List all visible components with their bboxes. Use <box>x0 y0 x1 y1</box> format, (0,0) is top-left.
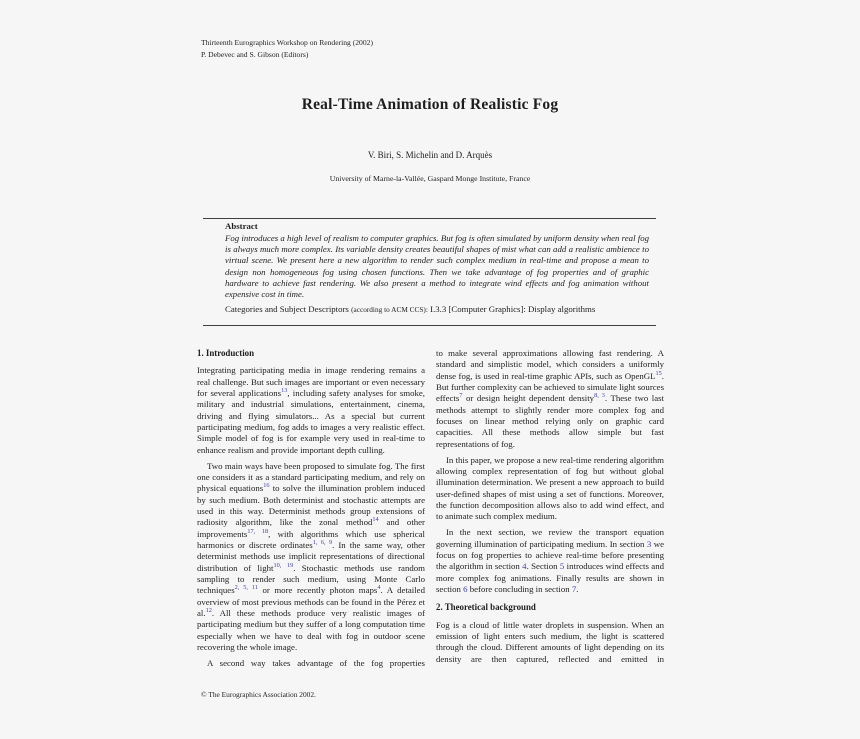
authors-line: V. Biri, S. Michelin and D. Arquès <box>367 150 493 160</box>
abstract-rule-bottom <box>203 325 656 326</box>
section-heading: 2. Theoretical background <box>436 602 536 613</box>
reference-link[interactable]: 7 <box>459 392 463 400</box>
reference-link[interactable]: 15 <box>655 369 662 377</box>
body-columns <box>197 348 664 674</box>
abstract-rule-top <box>203 218 656 219</box>
reference-link[interactable]: 13 <box>281 387 288 395</box>
reference-link[interactable]: 1, 6, 9 <box>312 539 333 547</box>
page-header <box>201 37 373 61</box>
abstract-text: Fog introduces a high level of realism to computer graphics. But fog is often simulated by uniform density when real fog is always much more complex. Its variable density creates beautiful shapes of mist what can add a realistic ambience to virtual scene. We present here a new algorithm to render such complex medium in real-time and propose a mean to design non homogeneous fog using chosen functions. Then we take advantage of fog properties and of graphic hardware to achieve fast rendering. We also present a method to integrate wind effects and fog animation without expensive cost in time. <box>225 233 649 300</box>
section-link[interactable]: 5 <box>559 561 565 572</box>
reference-link[interactable]: 17, 18 <box>247 527 269 535</box>
section-heading: 1. Introduction <box>197 348 255 358</box>
header-line-2: P. Debevec and S. Gibson (Editors) <box>201 50 309 59</box>
body-paragraph: Fog is a cloud of little water droplets in suspension. When an emission of light enters such medium, the light is scattered through the cloud. Different amounts of light depending on its density are then captured, reflected and emitted in <box>436 619 664 664</box>
header-line-1: Thirteenth Eurographics Workshop on Rendering (2002) <box>201 38 373 47</box>
section-link[interactable]: 7 <box>571 583 577 594</box>
abstract-label: Abstract <box>225 221 258 231</box>
column-left <box>197 348 425 674</box>
categories-label: Categories and Subject Descriptors <box>225 304 352 314</box>
section-link[interactable]: 3 <box>646 538 652 549</box>
reference-link[interactable]: 4 <box>377 584 381 592</box>
reference-link[interactable]: 8, 3 <box>594 392 605 400</box>
reference-link[interactable]: 2, 5, 11 <box>234 584 258 592</box>
body-paragraph: In this paper, we propose a new real-time rendering algorithm allowing complex representation of fog but without global illumination determination. We present a new approach to build user-defined shapes of mist using a set of functions. Moreover, the function decomposition allows also to add wind effect, and to animate such complex medium. <box>436 454 664 522</box>
abstract-block <box>225 221 649 300</box>
body-paragraph: In the next section, we review the transport equation governing illumination of participating medium. In section 3 we focus on fog properties to achieve real-time before presenting the algorithm in section 4. Section 5 introduces wind effects and more complex fog animations. Finally results are shown in section 6 before concluding in section 7. <box>436 527 664 594</box>
body-paragraph: A second way takes advantage of the fog properties <box>207 657 425 668</box>
categories-acm-note: (according to ACM CCS): <box>351 305 428 314</box>
body-paragraph: Two main ways have been proposed to simulate fog. The first one considers it as a standard participating medium, and rely on physical equations$^{16}$ to solve the illumination problem induced by such medium. Both determinist and stochastic attempts are used in this way. Determinist methods group extensions of radiosity algorithm, like the zonal method$^{14}$ and other improvements$^{17, 18}$, with algorithms which use spherical harmonics or discrete ordinates$^{1, 6, 9}$. In the same way, other determinist methods use implicit representations of directional distribution of light$^{10, 19}$. Stochastic methods use random sampling to render such medium, using Monte Carlo techniques$^{2, 5, 11}$ or more recently photon maps$^4$. A detailed overview of most previous methods can be found in the Pérez et al.$^{12}$. All these methods produce very realistic images of participating medium but they suffer of a long computation time especially when we have to deal with fog in outdoor scene recovering the whole image. <box>197 460 425 653</box>
reference-link[interactable]: 12 <box>205 607 212 615</box>
body-paragraph: to make several approximations allowing fast rendering. A standard and simplistic model, which considers a uniformly dense fog, is used in real-time graphic APIs, such as OpenGL$^{15}$. But further complexity can be achieved to simulate light sources effects$^7$ or design height dependent density$^{8, 3}$. These two last methods attempt to slightly render more complex fog and focuses on linear method relying only on graphic card capacities. All these methods allow simple but fast representations of fog. <box>436 348 664 449</box>
paper-title: Real-Time Animation of Realistic Fog <box>301 96 559 113</box>
section-link[interactable]: 6 <box>463 583 468 594</box>
column-right <box>436 348 664 674</box>
affiliation-line: University of Marne-la-Vallée, Gaspard Monge Institute, France <box>329 174 531 183</box>
categories-line <box>225 304 657 314</box>
footer-copyright: © The Eurographics Association 2002. <box>201 690 316 699</box>
reference-link[interactable]: 10, 19 <box>273 561 294 569</box>
reference-link[interactable]: 14 <box>372 516 379 524</box>
categories-value: I.3.3 [Computer Graphics]: Display algorithms <box>427 304 596 314</box>
section-link[interactable]: 4 <box>522 561 527 572</box>
body-paragraph: Integrating participating media in image rendering remains a real challenge. But such images are important or even necessary for several applications$^{13}$, including safety analyses for smoke, military and industrial simulations, entertainment, cinema, driving and flying simulators... As a special but current participating medium, fog adds to images a very realistic effect. Simple model of fog is for example very used in real-time to enhance realism and provide important depth culling. <box>197 365 425 455</box>
reference-link[interactable]: 16 <box>263 482 270 490</box>
